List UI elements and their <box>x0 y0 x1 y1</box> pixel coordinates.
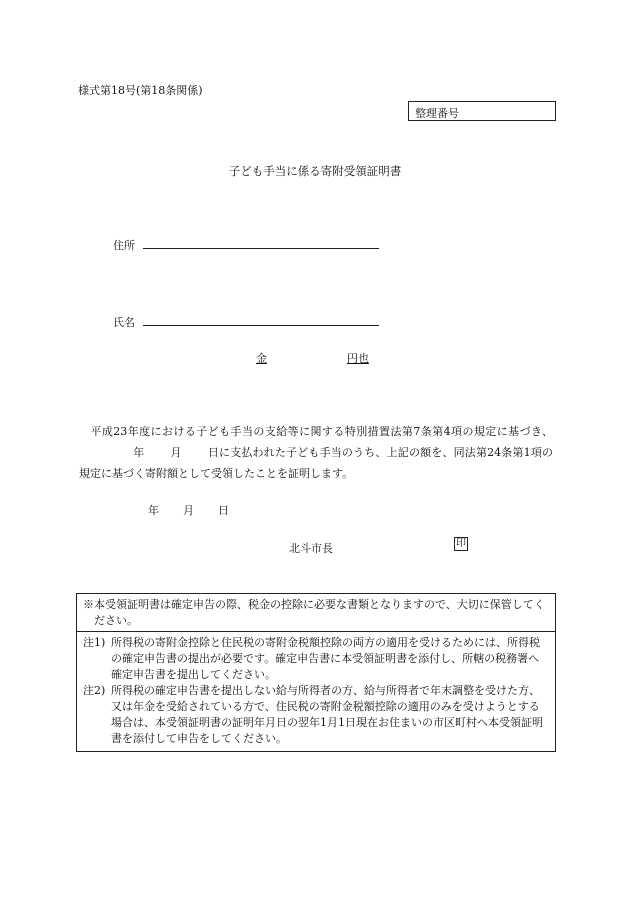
issuer-name: 北斗市長 <box>289 542 333 555</box>
form-number: 様式第18号(第18条関係) <box>78 84 203 97</box>
notes-box <box>76 593 556 752</box>
amount-line <box>256 350 369 366</box>
statement-part1: 平成23年度における子ども手当の支給等に関する特別措置法第7条第4項の規定に基づき、 <box>90 425 553 438</box>
name-field-line <box>143 325 379 326</box>
notes-header: ※本受領証明書は確定申告の際、税金の控除に必要な書類となりますので、大切に保管してください。 <box>77 594 555 632</box>
amount-suffix: 円也 <box>347 352 369 365</box>
note-label: 注2) <box>83 684 106 697</box>
reference-number-box <box>408 101 556 121</box>
address-field-line <box>143 248 379 249</box>
notes-list <box>77 632 555 751</box>
note-item <box>83 635 549 683</box>
amount-prefix: 金 <box>256 352 267 365</box>
statement-part2: 日に支払われた子ども手当のうち、上記の額を、同法第24条第1項の規定に基づく寄附額として受領したことを証明します。 <box>79 446 553 480</box>
note-item <box>83 683 549 747</box>
document-title: 子ども手当に係る寄附受領証明書 <box>228 164 402 178</box>
reference-number-label: 整理番号 <box>415 107 459 120</box>
name-label: 氏名 <box>113 316 135 329</box>
statement-month: 月 <box>170 446 182 459</box>
address-label: 住所 <box>113 239 135 252</box>
note-text: 所得税の確定申告書を提出しない給与所得者の方、給与所得者で年末調整を受けた方、又は年金を受給されている方で、住民税の寄附金税額控除の適用のみを受けようとする場合は、本受領証明書の証明年月日の翌年1月1日現在お住まいの市区町村へ本受領証明書を添付して申告をしてください。 <box>111 684 543 745</box>
issue-month: 月 <box>183 504 194 517</box>
seal-mark: 印 <box>456 538 466 549</box>
issue-day: 日 <box>218 504 229 517</box>
certification-statement <box>79 421 553 484</box>
issue-date <box>148 502 229 518</box>
statement-year: 年 <box>133 446 145 459</box>
note-label: 注1) <box>83 636 106 649</box>
issue-year: 年 <box>148 504 159 517</box>
note-text: 所得税の寄附金控除と住民税の寄附金税額控除の両方の適用を受けるためには、所得税の確定申告書の提出が必要です。確定申告書に本受領証明書を添付し、所轄の税務署へ確定申告書を提出してください。 <box>111 636 540 681</box>
